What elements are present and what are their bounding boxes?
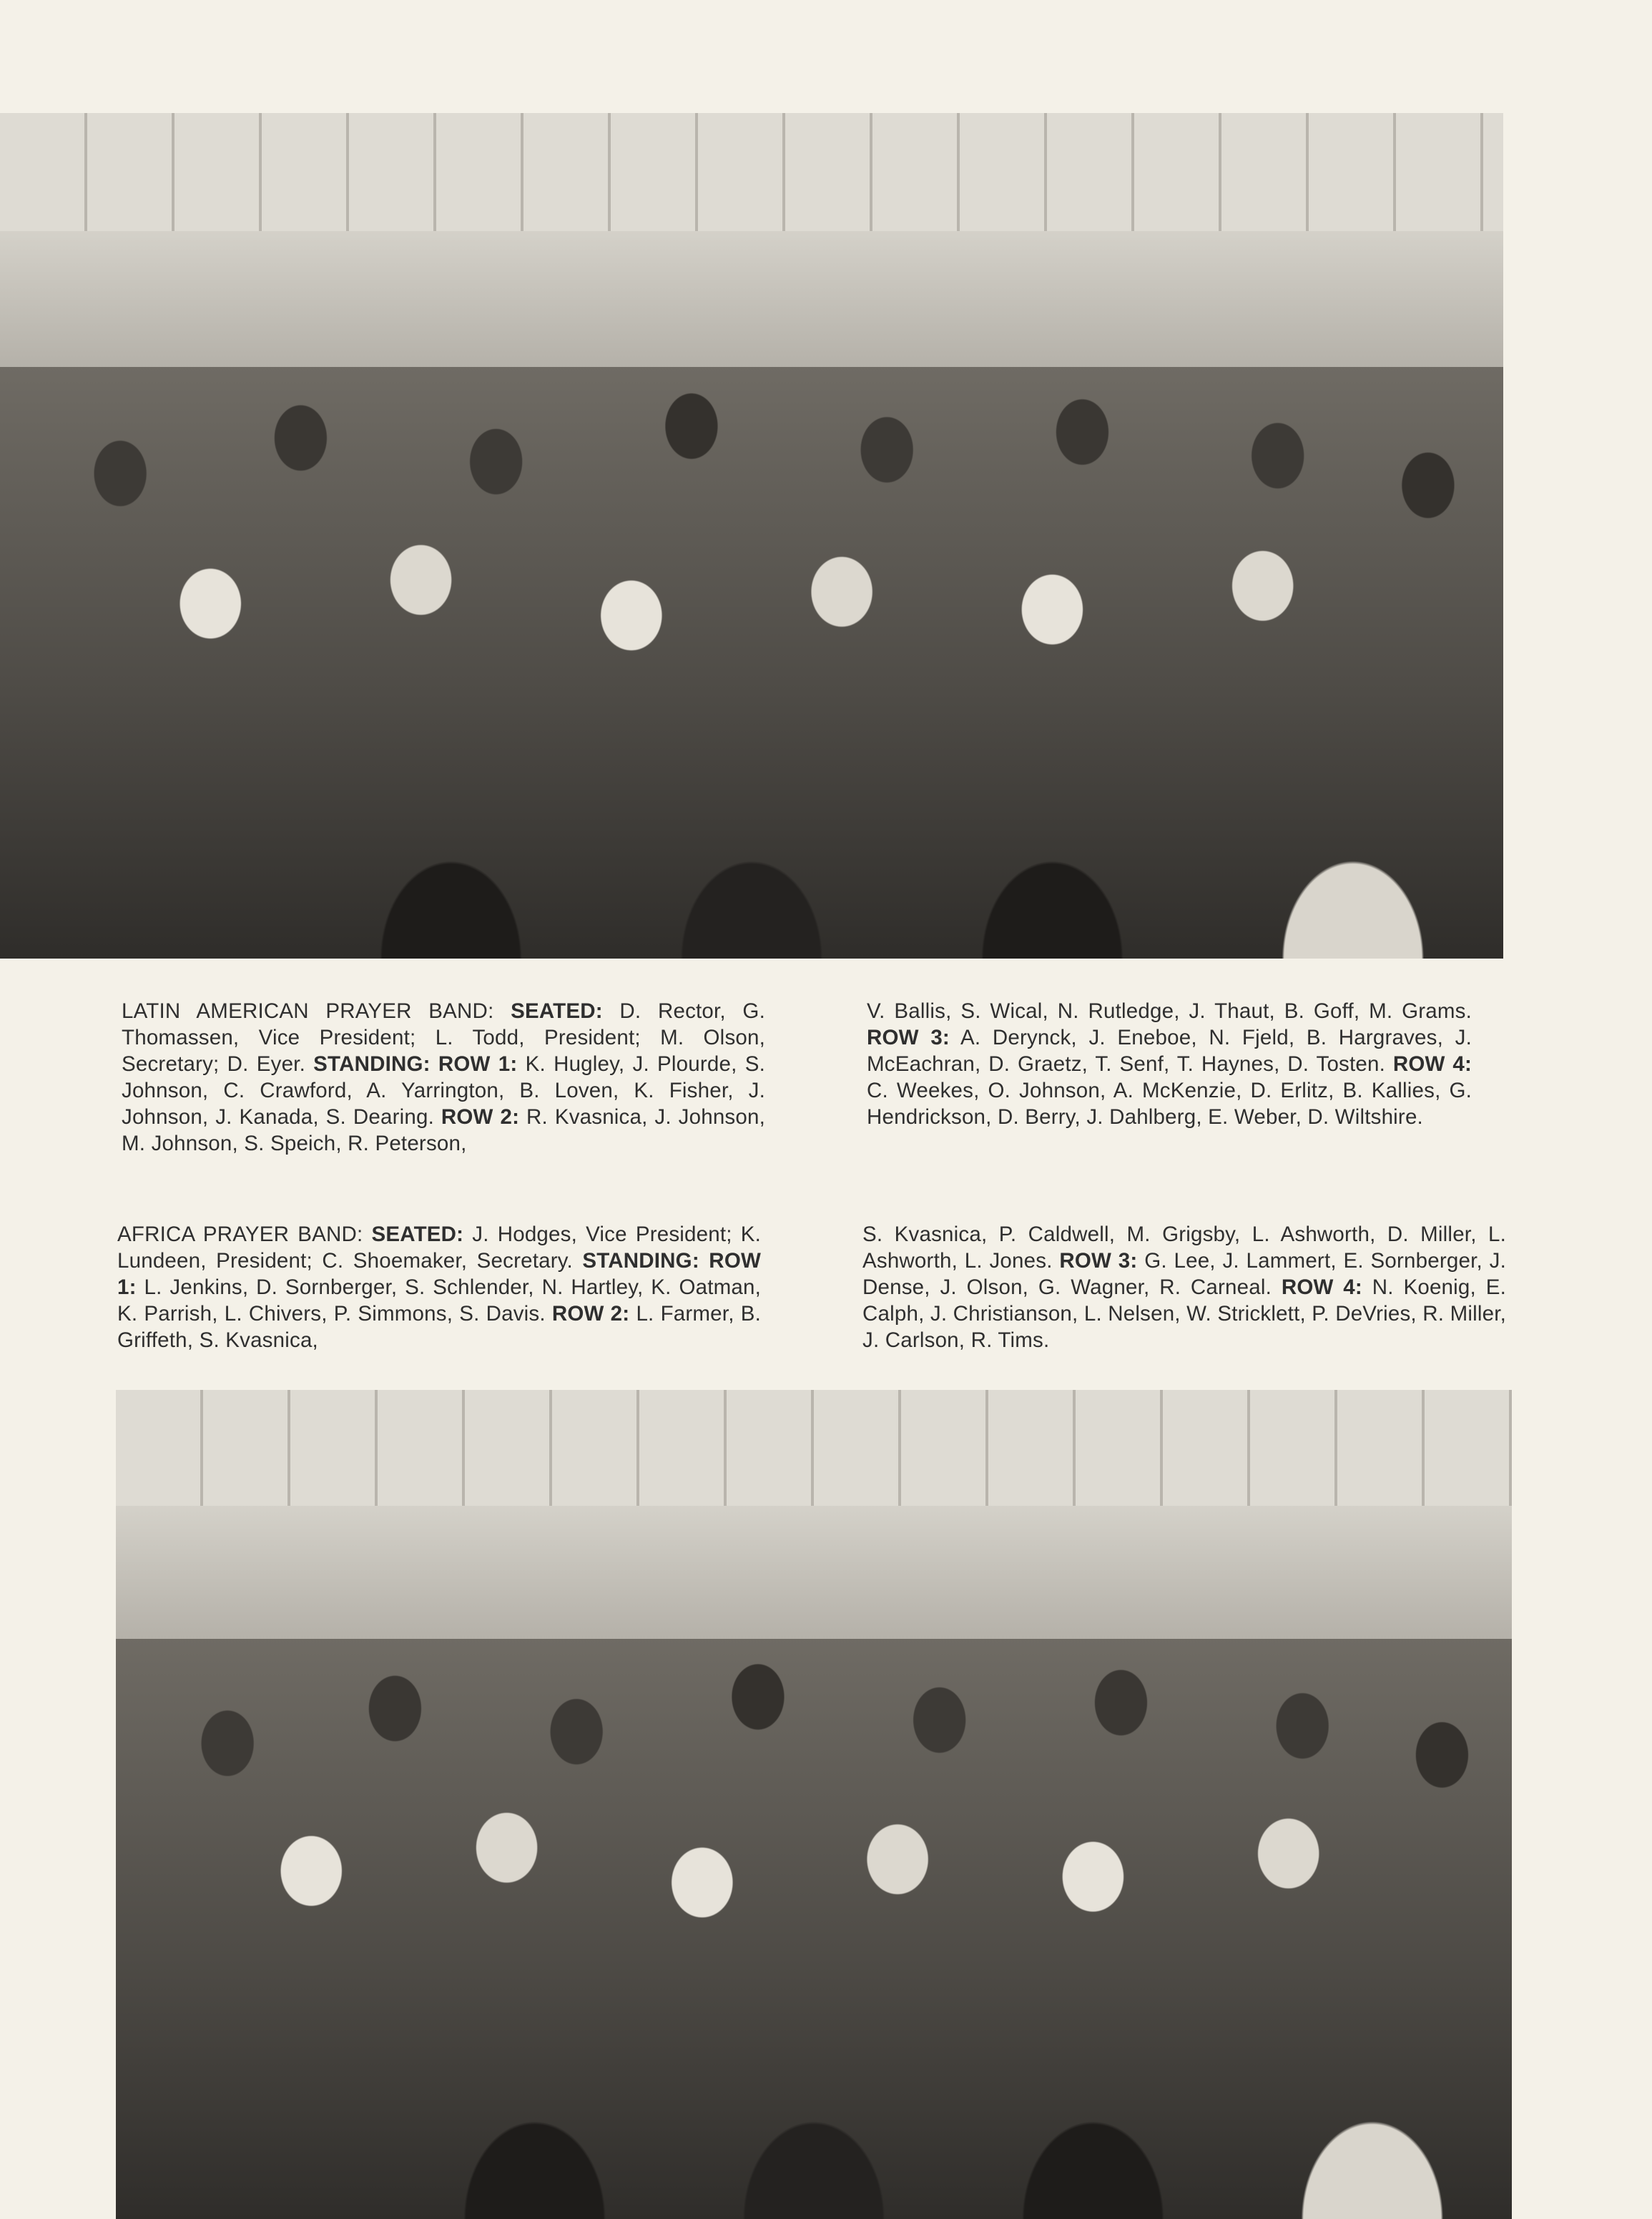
caption-segment: AFRICA PRAYER BAND: [117, 1223, 372, 1246]
caption-segment: J. Hodges, Vice President; K. Lundeen, President; C. Shoemaker, Secretary. [117, 1223, 762, 1273]
caption-segment-bold: ROW 3: [867, 1026, 950, 1049]
caption-segment: L. Farmer, B. Griffeth, S. Kvasnica, [117, 1302, 761, 1352]
caption-segment-bold: ROW 4: [1281, 1275, 1362, 1299]
caption-segment-bold: STANDING: ROW 1: [117, 1249, 762, 1299]
caption-segment: D. Rector, G. Thomassen, Vice President; L. Todd, President; M. Olson, Secretary; D. Eyer. [122, 999, 765, 1076]
africa-prayer-band-photo [116, 1390, 1512, 2219]
caption-segment: N. Koenig, E. Calph, J. Christianson, L. Nelsen, W. Stricklett, P. DeVries, R. Miller, J. Carlson, R. Tims. [862, 1275, 1506, 1352]
ceiling-tiles [0, 113, 1503, 231]
caption-segment: A. Derynck, J. Eneboe, N. Fjeld, B. Hargraves, J. McEachran, D. Graetz, T. Senf, T. Haynes, D. Tosten. [867, 1026, 1472, 1076]
caption-segment-bold: SEATED: [511, 999, 603, 1023]
caption-segment: V. Ballis, S. Wical, N. Rutledge, J. Thaut, B. Goff, M. Grams. [867, 999, 1472, 1023]
caption-segment-bold: ROW 2: [441, 1105, 520, 1129]
africa-caption-right [862, 1221, 1506, 1353]
caption-segment-bold: ROW 3: [1059, 1249, 1138, 1273]
caption-segment: C. Weekes, O. Johnson, A. McKenzie, D. Erlitz, B. Kallies, G. Hendrickson, D. Berry, J. Dahlberg, E. Weber, D. Wiltshire. [867, 1079, 1472, 1129]
caption-segment: G. Lee, J. Lammert, E. Sornberger, J. Dense, J. Olson, G. Wagner, R. Carneal. [862, 1249, 1506, 1299]
caption-segment: LATIN AMERICAN PRAYER BAND: [122, 999, 511, 1023]
caption-segment-bold: STANDING: ROW 1: [313, 1052, 518, 1076]
ceiling-tiles [116, 1390, 1512, 1506]
latin-american-caption-left [122, 998, 765, 1157]
seated-row [116, 2004, 1512, 2219]
caption-segment-bold: ROW 2: [551, 1302, 630, 1326]
caption-segment-bold: ROW 4: [1392, 1052, 1472, 1076]
caption-segment: L. Jenkins, D. Sornberger, S. Schlender, N. Hartley, K. Oatman, K. Parrish, L. Chivers, P. Simmons, S. Davis. [117, 1275, 761, 1326]
latin-american-prayer-band-photo [0, 113, 1503, 959]
africa-caption-left [117, 1221, 761, 1353]
caption-segment: K. Hugley, J. Plourde, S. Johnson, C. Crawford, A. Yarrington, B. Loven, K. Fisher, J. Johnson, J. Kanada, S. Dearing. [122, 1052, 765, 1129]
caption-segment-bold: SEATED: [371, 1223, 464, 1246]
latin-american-caption-right [867, 998, 1472, 1130]
seated-row [0, 739, 1503, 959]
caption-segment: S. Kvasnica, P. Caldwell, M. Grigsby, L. Ashworth, D. Miller, L. Ashworth, L. Jones. [862, 1223, 1506, 1273]
caption-segment: R. Kvasnica, J. Johnson, M. Johnson, S. Speich, R. Peterson, [122, 1105, 765, 1155]
